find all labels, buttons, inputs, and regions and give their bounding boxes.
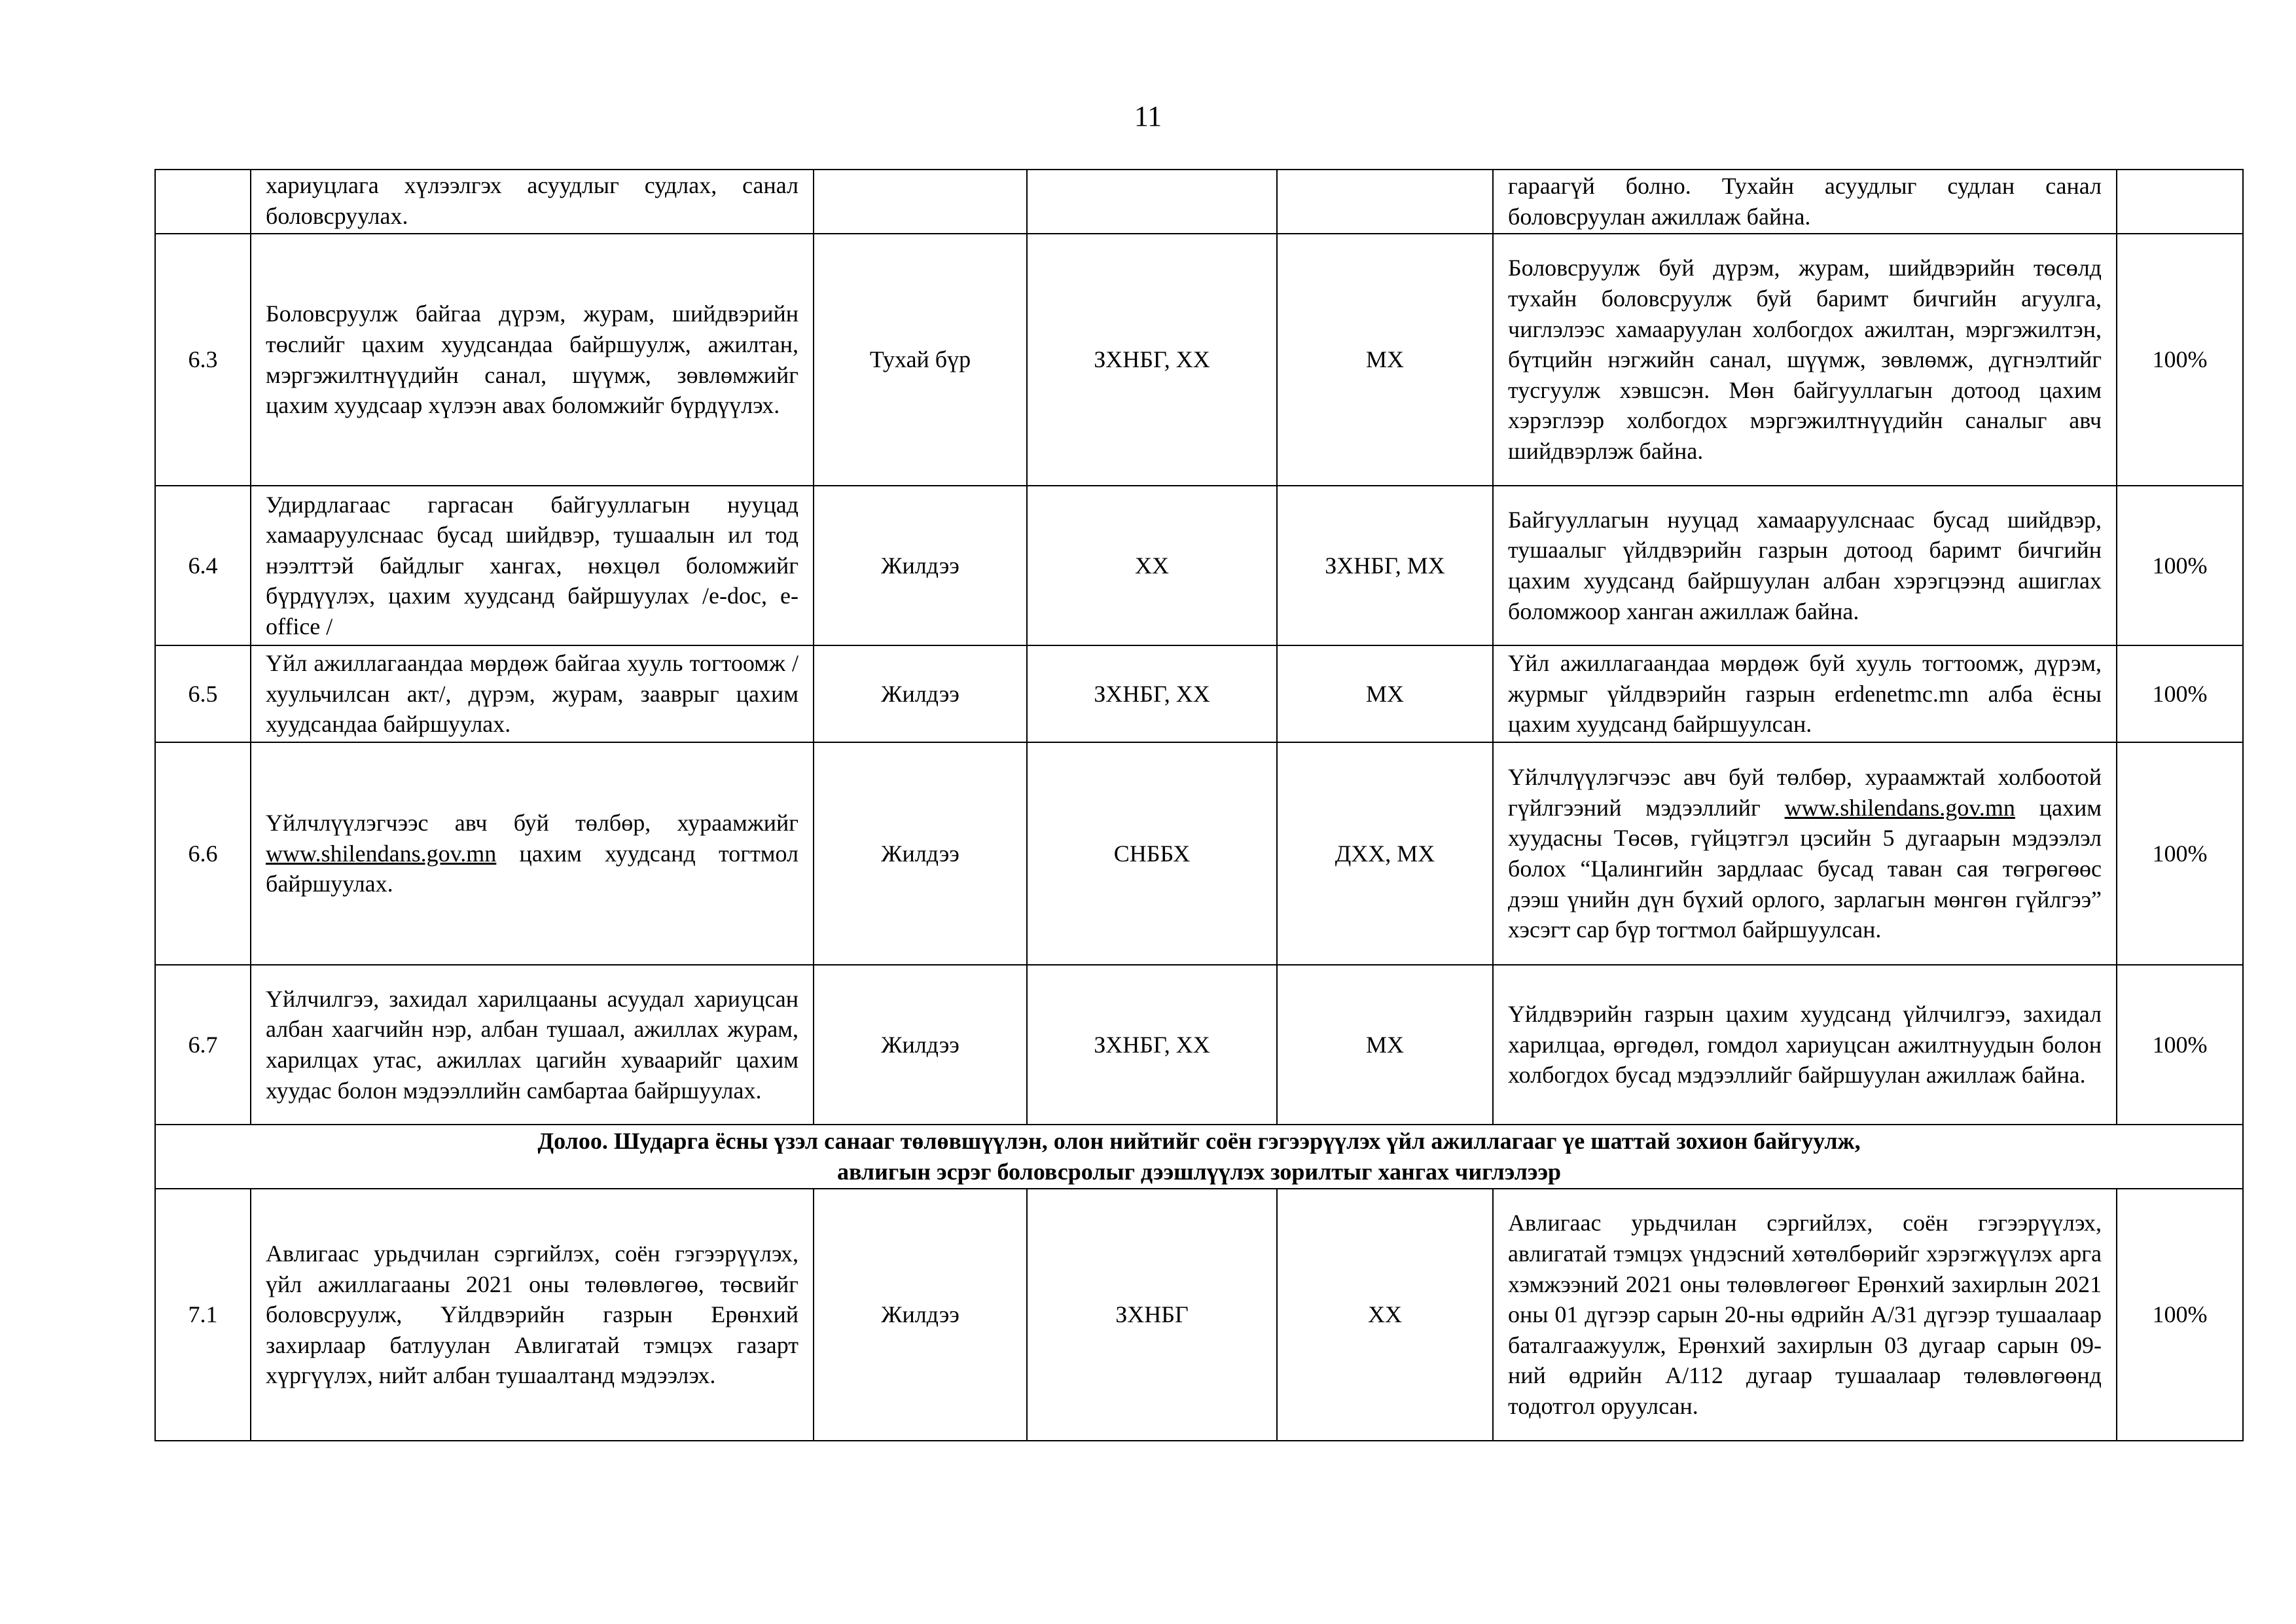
section-heading bbox=[155, 1125, 2243, 1189]
row-number: 6.6 bbox=[155, 742, 251, 965]
table-row bbox=[155, 645, 2243, 742]
period-cell: Тухай бүр bbox=[814, 234, 1027, 486]
period-cell bbox=[814, 170, 1027, 234]
table-row bbox=[155, 170, 2243, 234]
responsible-cell: ЗХНБГ bbox=[1027, 1189, 1277, 1441]
row-number: 6.7 bbox=[155, 965, 251, 1125]
task-text: Үйлчилгээ, захидал харилцааны асуудал хариуцсан албан хаагчийн нэр, албан тушаал, ажиллах журам, харилцах утас, ажиллах цагийн хуваарийг цахим хуудас болон мэдээллийн самбартаа байршуулах. bbox=[251, 965, 814, 1125]
section-heading-line-1: Долоо. Шударга ёсны үзэл санааг төлөвшүүлэн, олон нийтийг соён гэгээрүүлэх үйл ажиллагааг үе шаттай зохион байгуулж, bbox=[537, 1128, 1861, 1155]
responsible-cell: ЗХНБГ, ХХ bbox=[1027, 234, 1277, 486]
page-number: 11 bbox=[1134, 100, 1162, 132]
table-row bbox=[155, 234, 2243, 486]
percent-cell bbox=[2117, 170, 2243, 234]
section-heading-row bbox=[155, 1125, 2243, 1189]
cooperating-cell: ЗХНБГ, МХ bbox=[1277, 486, 1493, 645]
task-text: Авлигаас урьдчилан сэргийлэх, соён гэгээрүүлэх, үйл ажиллагааны 2021 оны төлөвлөгөө, төсвийг боловсруулж, Үйлдвэрийн газрын Ерөнхий захирлаар батлуулан Авлигатай тэмцэх газарт хүргүүлэх, нийт албан тушаалтанд мэдээлэх. bbox=[251, 1189, 814, 1441]
task-text: Боловсруулж байгаа дүрэм, журам, шийдвэрийн төслийг цахим хуудсандаа байршуулж, ажилтан, мэргэжилтнүүдийн санал, шүүмж, зөвлөмжийг цахим хуудсаар хүлээн авах боломжийг бүрдүүлэх. bbox=[251, 234, 814, 486]
task-text: хариуцлага хүлээлгэх асуудлыг судлах, санал боловсруулах. bbox=[251, 170, 814, 234]
row-number: 6.3 bbox=[155, 234, 251, 486]
period-cell: Жилдээ bbox=[814, 742, 1027, 965]
table-row bbox=[155, 1189, 2243, 1441]
cooperating-cell: ХХ bbox=[1277, 1189, 1493, 1441]
table-row bbox=[155, 486, 2243, 645]
result-text: Үйлдвэрийн газрын цахим хуудсанд үйлчилгээ, захидал харилцаа, өргөдөл, гомдол хариуцсан ажилтнуудын болон холбогдох бусад мэдээллийг байршуулан ажиллаж байна. bbox=[1493, 965, 2117, 1125]
percent-cell: 100% bbox=[2117, 1189, 2243, 1441]
period-cell: Жилдээ bbox=[814, 486, 1027, 645]
task-text: Үйлчлүүлэгчээс авч буй төлбөр, хураамжийг www.shilendans.gov.mn цахим хуудсанд тогтмол байршуулах. bbox=[251, 742, 814, 965]
percent-cell: 100% bbox=[2117, 965, 2243, 1125]
cooperating-cell: МХ bbox=[1277, 645, 1493, 742]
row-number: 6.4 bbox=[155, 486, 251, 645]
percent-cell: 100% bbox=[2117, 645, 2243, 742]
result-text: Үйлчлүүлэгчээс авч буй төлбөр, хураамжтай холбоотой гүйлгээний мэдээллийг www.shilendans.gov.mn цахим хуудасны Төсөв, гүйцэтгэл цэсийн 5 дугаарын мэдээлэл болох “Цалингийн зардлаас бусад таван сая төгрөгөөс дээш үнийн дүн бүхий орлого, зарлагын мөнгөн гүйлгээ” хэсэгт сар бүр тогтмол байршуулсан. bbox=[1493, 742, 2117, 965]
task-text: Үйл ажиллагаандаа мөрдөж байгаа хууль тогтоомж /хуульчилсан акт/, дүрэм, журам, зааврыг цахим хуудсандаа байршуулах. bbox=[251, 645, 814, 742]
table-row bbox=[155, 742, 2243, 965]
shilendans-link[interactable]: www.shilendans.gov.mn bbox=[266, 840, 497, 867]
cooperating-cell: МХ bbox=[1277, 965, 1493, 1125]
cooperating-cell: МХ bbox=[1277, 234, 1493, 486]
responsible-cell: ЗХНБГ, ХХ bbox=[1027, 965, 1277, 1125]
row-number: 7.1 bbox=[155, 1189, 251, 1441]
result-text: Авлигаас урьдчилан сэргийлэх, соён гэгээрүүлэх, авлигатай тэмцэх үндэсний хөтөлбөрийг хэрэгжүүлэх арга хэмжээний 2021 оны төлөвлөгөөг Ерөнхий захирлын 2021 оны 01 дүгээр сарын 20-ны өдрийн А/31 дүгээр тушаалаар баталгаажуулж, Ерөнхий захирлын 03 дугаар сарын 09-ний өдрийн А/112 дугаар тушаалаар төлөвлөгөөнд тодотгол оруулсан. bbox=[1493, 1189, 2117, 1441]
table-row bbox=[155, 965, 2243, 1125]
result-text: Үйл ажиллагаандаа мөрдөж буй хууль тогтоомж, дүрэм, журмыг үйлдвэрийн газрын erdenetmc.mn алба ёсны цахим хуудсанд байршуулсан. bbox=[1493, 645, 2117, 742]
period-cell: Жилдээ bbox=[814, 1189, 1027, 1441]
row-number: 6.5 bbox=[155, 645, 251, 742]
percent-cell: 100% bbox=[2117, 486, 2243, 645]
task-text: Удирдлагаас гаргасан байгууллагын нууцад хамааруулснаас бусад шийдвэр, тушаалын ил тод нээлттэй байдлыг хангах, нөхцөл боломжийг бүрдүүлэх, цахим хуудсанд байршуулах /e-doc, e-office / bbox=[251, 486, 814, 645]
result-text: Байгууллагын нууцад хамааруулснаас бусад шийдвэр, тушаалыг үйлдвэрийн газрын дотоод баримт бичгийн цахим хуудсанд байршуулан албан хэрэгцээнд ашиглах боломжоор ханган ажиллаж байна. bbox=[1493, 486, 2117, 645]
period-cell: Жилдээ bbox=[814, 965, 1027, 1125]
percent-cell: 100% bbox=[2117, 742, 2243, 965]
row-number bbox=[155, 170, 251, 234]
percent-cell: 100% bbox=[2117, 234, 2243, 486]
responsible-cell: СНББХ bbox=[1027, 742, 1277, 965]
result-text: гараагүй болно. Тухайн асуудлыг судлан санал боловсруулан ажиллаж байна. bbox=[1493, 170, 2117, 234]
cooperating-cell: ДХХ, МХ bbox=[1277, 742, 1493, 965]
action-plan-table bbox=[154, 169, 2244, 1441]
responsible-cell: ХХ bbox=[1027, 486, 1277, 645]
responsible-cell: ЗХНБГ, ХХ bbox=[1027, 645, 1277, 742]
result-text: Боловсруулж буй дүрэм, журам, шийдвэрийн төсөлд тухайн боловсруулж буй баримт бичгийн агуулга, чиглэлээс хамааруулан холбогдох ажилтан, мэргэжилтэн, бүтцийн нэгжийн санал, шүүмж, зөвлөмж, дүгнэлтийг тусгуулж хэвшсэн. Мөн байгууллагын дотоод цахим хэрэглээр холбогдох мэргэжилтнүүдийн саналыг авч шийдвэрлэж байна. bbox=[1493, 234, 2117, 486]
shilendans-link[interactable]: www.shilendans.gov.mn bbox=[1784, 794, 2015, 821]
cooperating-cell bbox=[1277, 170, 1493, 234]
responsible-cell bbox=[1027, 170, 1277, 234]
period-cell: Жилдээ bbox=[814, 645, 1027, 742]
section-heading-line-2: авлигын эсрэг боловсролыг дээшлүүлэх зорилтыг хангах чиглэлээр bbox=[836, 1159, 1562, 1185]
